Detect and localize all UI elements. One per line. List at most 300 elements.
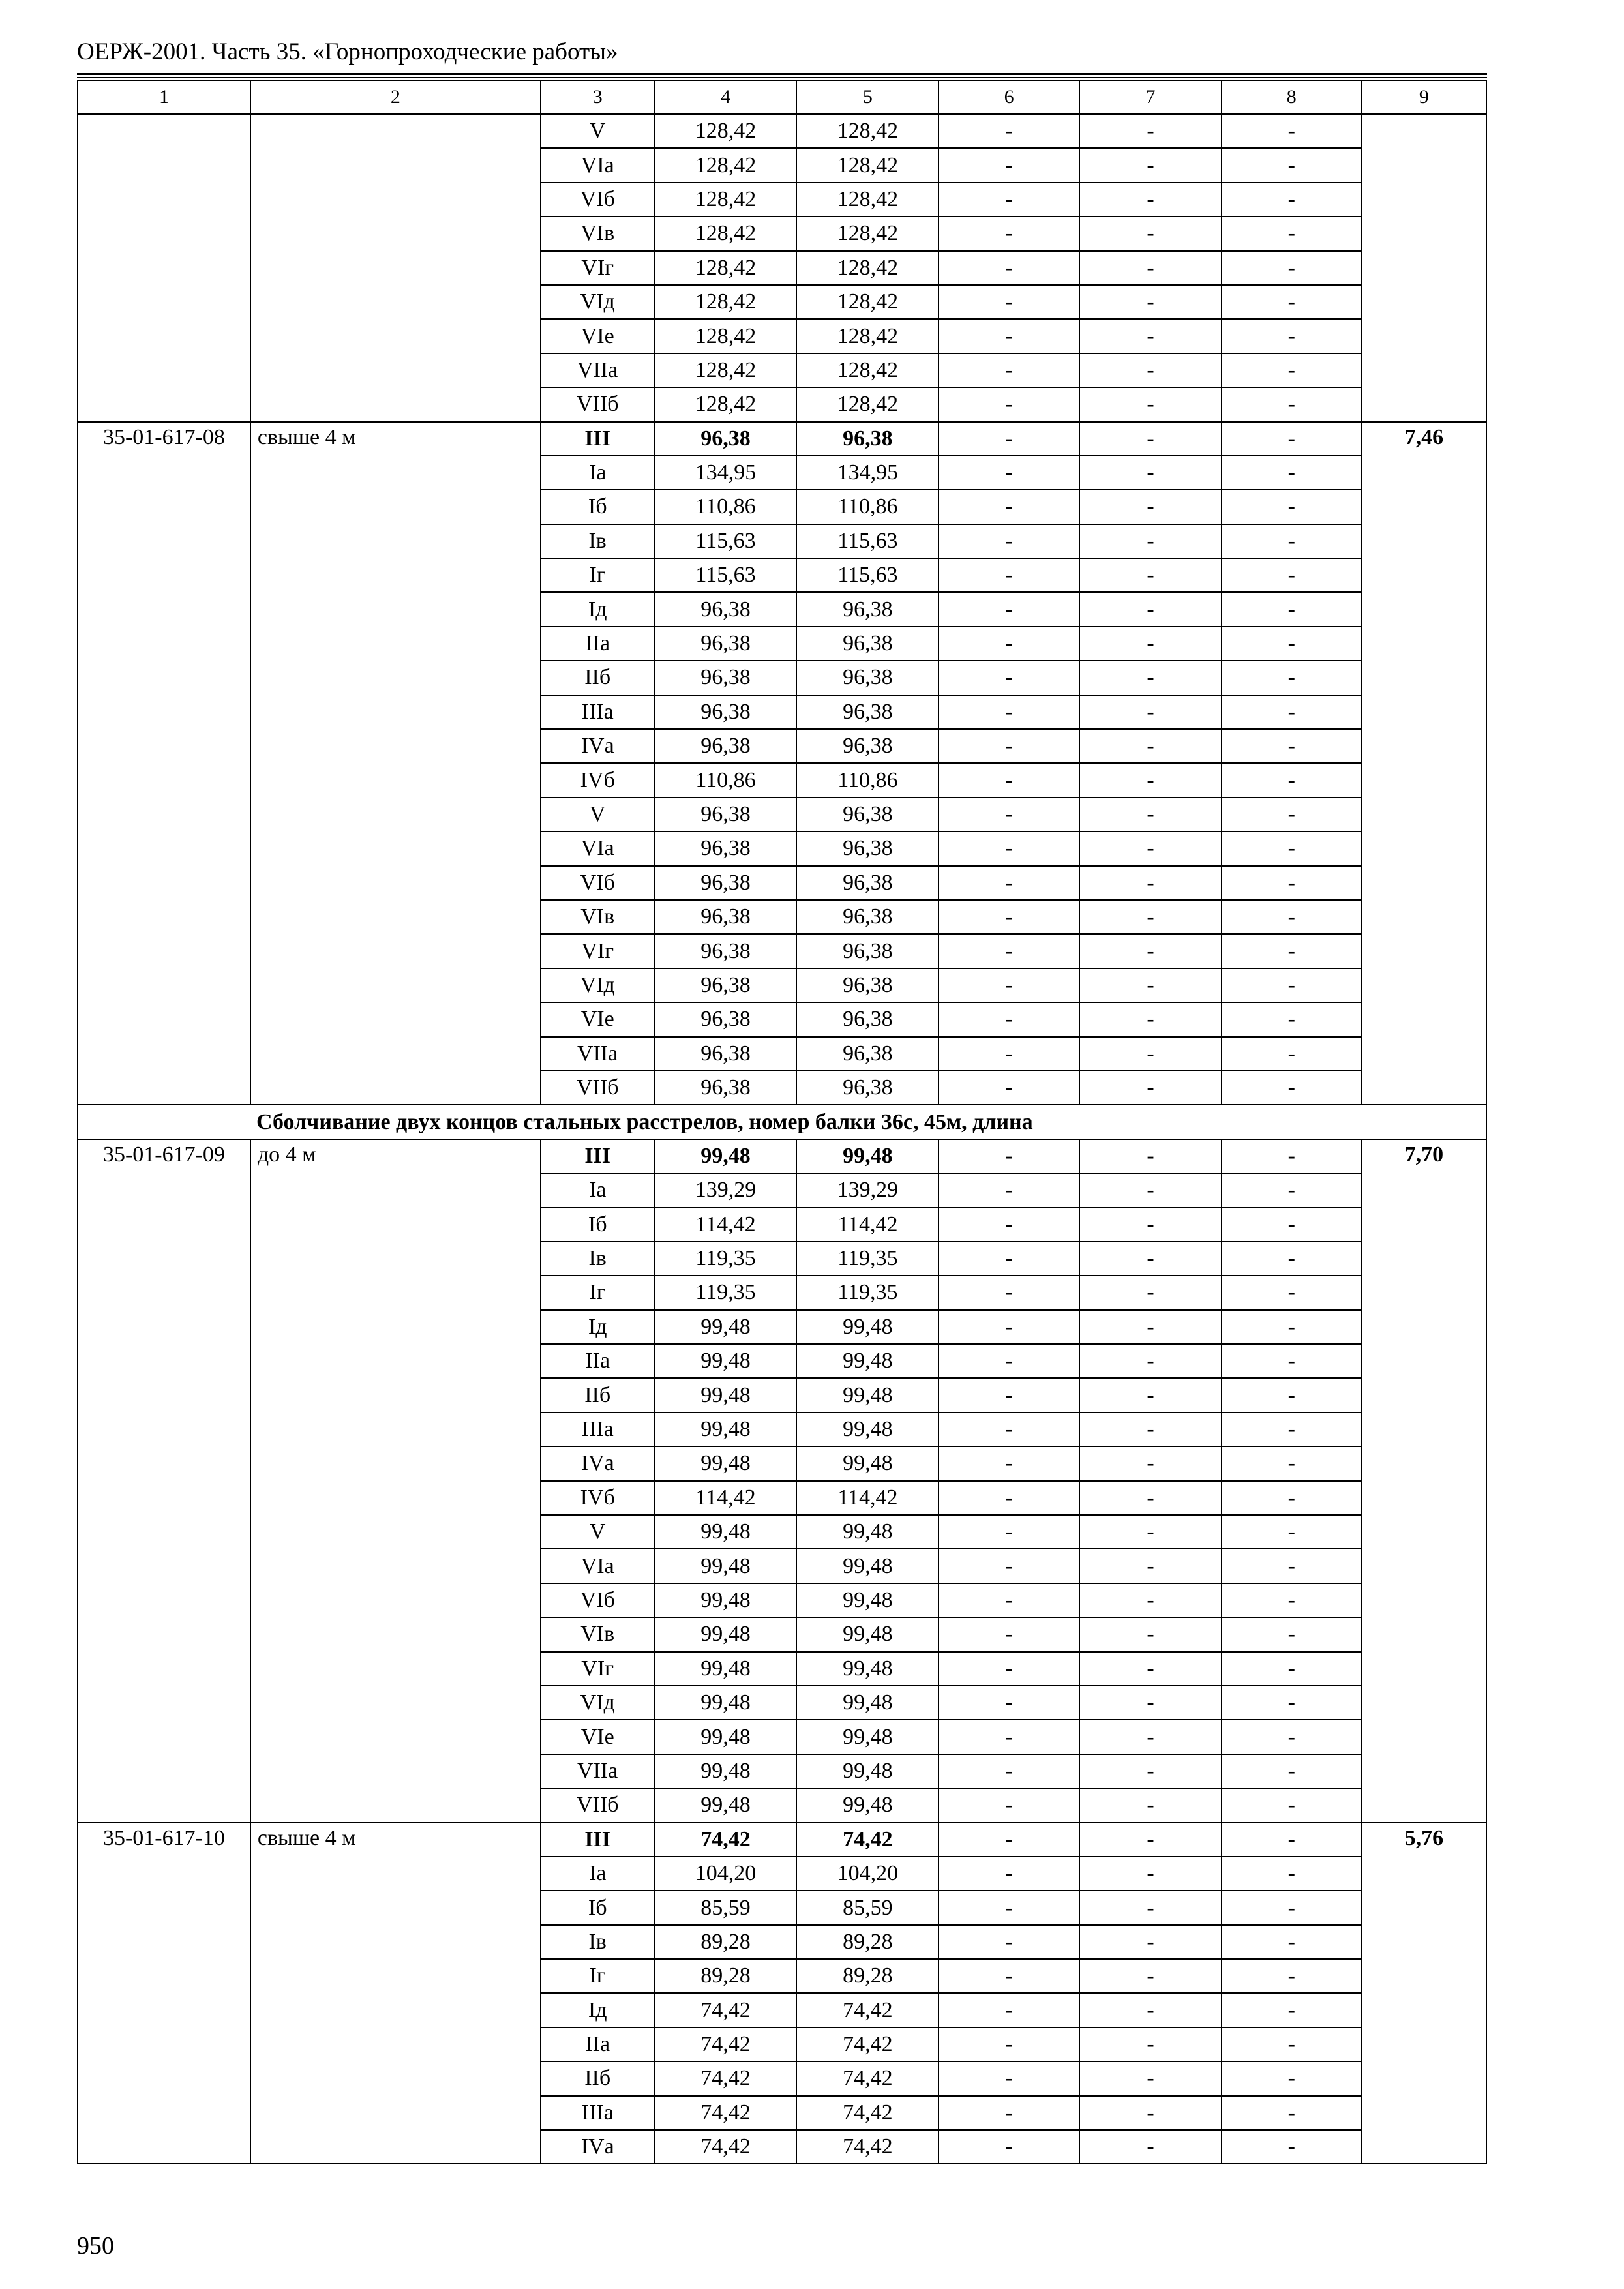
value-cell: - [1079,217,1222,250]
value-cell: - [939,2096,1079,2130]
value-cell: 96,38 [796,695,939,729]
value-cell: - [1222,1549,1362,1583]
value-cell: - [1079,2130,1222,2164]
value-cell: - [1079,934,1222,968]
value-cell: - [939,934,1079,968]
value-cell: - [939,422,1079,456]
value-cell: IVб [541,763,655,797]
value-cell: 99,48 [655,1617,797,1651]
value-cell: - [939,524,1079,558]
value-cell: 74,42 [796,1823,939,1857]
value-cell: - [1222,1617,1362,1651]
value-cell: - [1222,1583,1362,1617]
value-cell: 96,38 [796,1002,939,1036]
code-cell [78,114,250,422]
value-cell: - [1079,1242,1222,1276]
value-cell: VIе [541,1002,655,1036]
value-cell: 114,42 [655,1481,797,1515]
value-cell: 74,42 [655,2027,797,2061]
value-cell: - [1079,1993,1222,2027]
column-number: 6 [939,80,1079,114]
value-cell: - [939,798,1079,831]
coefficient-cell: 7,70 [1362,1139,1486,1823]
value-cell: 99,48 [796,1788,939,1822]
value-cell: - [1222,558,1362,592]
value-cell: Iа [541,1857,655,1891]
value-cell: V [541,114,655,148]
value-cell: - [939,148,1079,182]
value-cell: 89,28 [655,1925,797,1959]
value-cell: - [1079,1720,1222,1754]
value-cell: - [939,1515,1079,1549]
value-cell: 99,48 [796,1310,939,1344]
value-cell: 85,59 [796,1891,939,1924]
value-cell: - [1222,592,1362,626]
value-cell: VIе [541,1720,655,1754]
value-cell: - [939,1242,1079,1276]
value-cell: 99,48 [655,1583,797,1617]
value-cell: IVа [541,1446,655,1480]
value-cell: - [1079,763,1222,797]
value-cell: - [1222,422,1362,456]
value-cell: - [939,1925,1079,1959]
value-cell: - [1079,1754,1222,1788]
value-cell: 128,42 [655,114,797,148]
header-rule-top [77,73,1487,75]
value-cell: 96,38 [655,866,797,900]
value-cell: - [1222,1037,1362,1071]
value-cell: - [1079,285,1222,319]
value-cell: - [1222,490,1362,524]
value-cell: 99,48 [796,1344,939,1378]
value-cell: 119,35 [796,1276,939,1309]
value-cell: 74,42 [796,2027,939,2061]
value-cell: - [1079,558,1222,592]
value-cell: - [939,1686,1079,1720]
coefficient-cell: 7,46 [1362,422,1486,1105]
value-cell: VIв [541,1617,655,1651]
value-cell: 96,38 [796,934,939,968]
value-cell: - [939,1857,1079,1891]
value-cell: - [1079,2027,1222,2061]
value-cell: 128,42 [655,251,797,285]
value-cell: - [1079,1344,1222,1378]
value-cell: 115,63 [796,524,939,558]
value-cell: - [1222,934,1362,968]
value-cell: - [939,1071,1079,1105]
value-cell: - [1079,968,1222,1002]
value-cell: 99,48 [655,1788,797,1822]
value-cell: - [939,1208,1079,1242]
value-cell: 99,48 [796,1378,939,1412]
value-cell: 74,42 [655,2130,797,2164]
value-cell: - [1222,387,1362,421]
value-cell: 89,28 [796,1925,939,1959]
column-number: 7 [1079,80,1222,114]
value-cell: - [939,1617,1079,1651]
value-cell: 110,86 [796,763,939,797]
value-cell: 128,42 [655,285,797,319]
value-cell: - [1079,1310,1222,1344]
value-cell: Iг [541,558,655,592]
value-cell: 96,38 [655,900,797,934]
value-cell: - [939,558,1079,592]
value-cell: - [1222,968,1362,1002]
value-cell: 99,48 [655,1344,797,1378]
value-cell: Iв [541,524,655,558]
name-cell [250,114,541,422]
value-cell: - [1079,1037,1222,1071]
value-cell: 128,42 [655,353,797,387]
value-cell: - [1222,866,1362,900]
value-cell: 96,38 [796,831,939,865]
value-cell: - [1079,353,1222,387]
value-cell: - [939,353,1079,387]
table-row [78,114,1486,148]
value-cell: - [939,387,1079,421]
value-cell: Iг [541,1959,655,1993]
value-cell: 74,42 [796,2096,939,2130]
value-cell: - [939,1993,1079,2027]
value-cell: 99,48 [796,1139,939,1173]
value-cell: - [1079,1139,1222,1173]
value-cell: 128,42 [796,319,939,353]
value-cell: - [1079,1446,1222,1480]
value-cell: 119,35 [796,1242,939,1276]
value-cell: - [939,695,1079,729]
value-cell: 89,28 [655,1959,797,1993]
value-cell: Iб [541,1891,655,1924]
value-cell: - [1222,456,1362,490]
value-cell: Iд [541,1310,655,1344]
column-number: 1 [78,80,250,114]
value-cell: 96,38 [655,422,797,456]
value-cell: - [1222,1891,1362,1924]
value-cell: 96,38 [655,729,797,763]
value-cell: Iд [541,592,655,626]
value-cell: - [939,114,1079,148]
value-cell: - [1222,1344,1362,1378]
value-cell: - [1222,285,1362,319]
value-cell: - [1222,2027,1362,2061]
value-cell: - [1222,217,1362,250]
value-cell: 74,42 [655,2096,797,2130]
value-cell: - [939,2027,1079,2061]
value-cell: - [1079,1481,1222,1515]
value-cell: - [939,217,1079,250]
value-cell: 96,38 [655,1002,797,1036]
value-cell: 96,38 [655,798,797,831]
rate-name: свыше 4 м [250,1823,541,2164]
coefficient-cell: 5,76 [1362,1823,1486,2164]
value-cell: 74,42 [796,1993,939,2027]
value-cell: 128,42 [796,387,939,421]
value-cell: - [1079,2061,1222,2095]
value-cell: - [1079,627,1222,661]
value-cell: VIг [541,251,655,285]
value-cell: IVа [541,729,655,763]
value-cell: - [1222,729,1362,763]
value-cell: - [1222,661,1362,695]
value-cell: IIб [541,2061,655,2095]
value-cell: - [1079,900,1222,934]
value-cell: V [541,1515,655,1549]
value-cell: - [1222,900,1362,934]
rate-code: 35-01-617-10 [78,1823,250,2164]
value-cell: - [1222,1002,1362,1036]
value-cell: - [939,1173,1079,1207]
value-cell: 134,95 [796,456,939,490]
value-cell: 128,42 [796,183,939,217]
value-cell: VIв [541,217,655,250]
column-number: 4 [655,80,797,114]
value-cell: - [939,1583,1079,1617]
value-cell: VIIа [541,1037,655,1071]
value-cell: - [939,1344,1079,1378]
table-row [78,1823,1486,1857]
value-cell: - [939,1959,1079,1993]
value-cell: 99,48 [796,1686,939,1720]
value-cell: 99,48 [655,1686,797,1720]
value-cell: - [1222,1754,1362,1788]
value-cell: VIIа [541,353,655,387]
rates-table-body [78,80,1486,2164]
value-cell: - [1079,148,1222,182]
value-cell: 99,48 [655,1139,797,1173]
value-cell: 119,35 [655,1242,797,1276]
value-cell: 114,42 [796,1208,939,1242]
page-number: 950 [77,2232,114,2260]
value-cell: Iб [541,1208,655,1242]
value-cell: - [1079,183,1222,217]
value-cell: VIв [541,900,655,934]
value-cell: - [1222,1720,1362,1754]
value-cell: 99,48 [796,1446,939,1480]
value-cell: V [541,798,655,831]
value-cell: 115,63 [655,558,797,592]
value-cell: - [1222,798,1362,831]
value-cell: III [541,1139,655,1173]
value-cell: - [1222,1446,1362,1480]
value-cell: - [939,1310,1079,1344]
value-cell: 115,63 [796,558,939,592]
value-cell: 89,28 [796,1959,939,1993]
value-cell: 99,48 [796,1652,939,1686]
value-cell: 74,42 [796,2061,939,2095]
value-cell: - [1079,251,1222,285]
value-cell: - [1222,627,1362,661]
value-cell: - [1079,1925,1222,1959]
value-cell: - [939,1276,1079,1309]
coefficient-cell [1362,114,1486,422]
value-cell: 128,42 [796,217,939,250]
value-cell: 96,38 [796,968,939,1002]
value-cell: 96,38 [796,1071,939,1105]
value-cell: - [1222,1515,1362,1549]
value-cell: 99,48 [655,1446,797,1480]
value-cell: 96,38 [655,831,797,865]
value-cell: - [1079,422,1222,456]
rate-name: до 4 м [250,1139,541,1823]
value-cell: 99,48 [655,1378,797,1412]
value-cell: 128,42 [796,251,939,285]
value-cell: - [939,1446,1079,1480]
value-cell: - [939,1788,1079,1822]
value-cell: - [939,1413,1079,1446]
value-cell: - [1222,1823,1362,1857]
value-cell: - [939,1549,1079,1583]
value-cell: 128,42 [655,319,797,353]
value-cell: 134,95 [655,456,797,490]
value-cell: - [1079,1276,1222,1309]
value-cell: Iг [541,1276,655,1309]
value-cell: - [939,456,1079,490]
value-cell: - [1222,1139,1362,1173]
value-cell: - [1222,114,1362,148]
value-cell: - [1222,2130,1362,2164]
page-header-title: ОЕРЖ-2001. Часть 35. «Горнопроходческие работы» [77,38,618,65]
value-cell: VIIб [541,1788,655,1822]
value-cell: - [1079,456,1222,490]
value-cell: 96,38 [655,695,797,729]
value-cell: VIе [541,319,655,353]
column-number-row [78,80,1486,114]
value-cell: - [1079,729,1222,763]
value-cell: - [1222,1378,1362,1412]
value-cell: 139,29 [655,1173,797,1207]
value-cell: 128,42 [796,148,939,182]
value-cell: 96,38 [796,798,939,831]
value-cell: 110,86 [655,490,797,524]
value-cell: - [939,1481,1079,1515]
value-cell: - [1079,2096,1222,2130]
value-cell: - [939,1002,1079,1036]
value-cell: Iд [541,1993,655,2027]
value-cell: 96,38 [655,627,797,661]
value-cell: - [939,285,1079,319]
value-cell: - [1079,592,1222,626]
column-number: 9 [1362,80,1486,114]
value-cell: 99,48 [796,1583,939,1617]
value-cell: - [1222,251,1362,285]
value-cell: 128,42 [655,217,797,250]
value-cell: - [1079,114,1222,148]
value-cell: VIб [541,866,655,900]
value-cell: 139,29 [796,1173,939,1207]
value-cell: Iа [541,1173,655,1207]
value-cell: - [1222,1857,1362,1891]
value-cell: 99,48 [655,1515,797,1549]
value-cell: 74,42 [655,2061,797,2095]
value-cell: - [1222,1413,1362,1446]
value-cell: 99,48 [796,1720,939,1754]
rates-table [77,80,1487,2164]
value-cell: 128,42 [796,353,939,387]
value-cell: - [939,251,1079,285]
value-cell: - [939,1754,1079,1788]
value-cell: - [1079,1515,1222,1549]
value-cell: VIд [541,285,655,319]
value-cell: - [939,490,1079,524]
value-cell: - [939,627,1079,661]
value-cell: - [1079,1959,1222,1993]
value-cell: VIд [541,1686,655,1720]
value-cell: 99,48 [796,1413,939,1446]
value-cell: IIа [541,2027,655,2061]
value-cell: - [1079,490,1222,524]
value-cell: - [939,729,1079,763]
value-cell: - [939,2061,1079,2095]
value-cell: 119,35 [655,1276,797,1309]
value-cell: IIб [541,1378,655,1412]
section-heading: Сболчивание двух концов стальных расстрелов, номер балки 36с, 45м, длина [78,1105,1486,1139]
value-cell: 128,42 [796,114,939,148]
value-cell: - [939,1652,1079,1686]
value-cell: - [1079,831,1222,865]
value-cell: - [1079,1208,1222,1242]
value-cell: IIа [541,627,655,661]
value-cell: - [1222,1310,1362,1344]
value-cell: - [1222,1959,1362,1993]
value-cell: VIб [541,183,655,217]
value-cell: 96,38 [655,592,797,626]
value-cell: - [1222,353,1362,387]
rate-name: свыше 4 м [250,422,541,1105]
value-cell: - [1079,1617,1222,1651]
value-cell: - [1079,1686,1222,1720]
value-cell: - [939,1378,1079,1412]
value-cell: IIIа [541,695,655,729]
value-cell: VIа [541,148,655,182]
value-cell: - [1222,1686,1362,1720]
value-cell: 128,42 [655,387,797,421]
value-cell: - [1079,866,1222,900]
value-cell: IIIа [541,2096,655,2130]
value-cell: - [939,1823,1079,1857]
value-cell: - [1222,1173,1362,1207]
value-cell: 96,38 [655,968,797,1002]
value-cell: 74,42 [796,2130,939,2164]
column-number: 2 [250,80,541,114]
value-cell: VIб [541,1583,655,1617]
value-cell: 110,86 [796,490,939,524]
value-cell: - [1222,831,1362,865]
value-cell: 114,42 [796,1481,939,1515]
value-cell: IIа [541,1344,655,1378]
value-cell: - [1079,1071,1222,1105]
value-cell: - [939,1720,1079,1754]
value-cell: 99,48 [796,1549,939,1583]
value-cell: - [939,900,1079,934]
rate-code: 35-01-617-09 [78,1139,250,1823]
value-cell: 128,42 [655,148,797,182]
value-cell: 115,63 [655,524,797,558]
value-cell: VIг [541,934,655,968]
value-cell: Iб [541,490,655,524]
value-cell: - [939,1139,1079,1173]
value-cell: - [1222,1276,1362,1309]
value-cell: - [1222,524,1362,558]
value-cell: - [1079,1823,1222,1857]
value-cell: VIа [541,831,655,865]
value-cell: IVб [541,1481,655,1515]
value-cell: - [1079,661,1222,695]
value-cell: 96,38 [796,729,939,763]
value-cell: III [541,1823,655,1857]
value-cell: 96,38 [796,1037,939,1071]
value-cell: - [1079,798,1222,831]
value-cell: - [939,1037,1079,1071]
